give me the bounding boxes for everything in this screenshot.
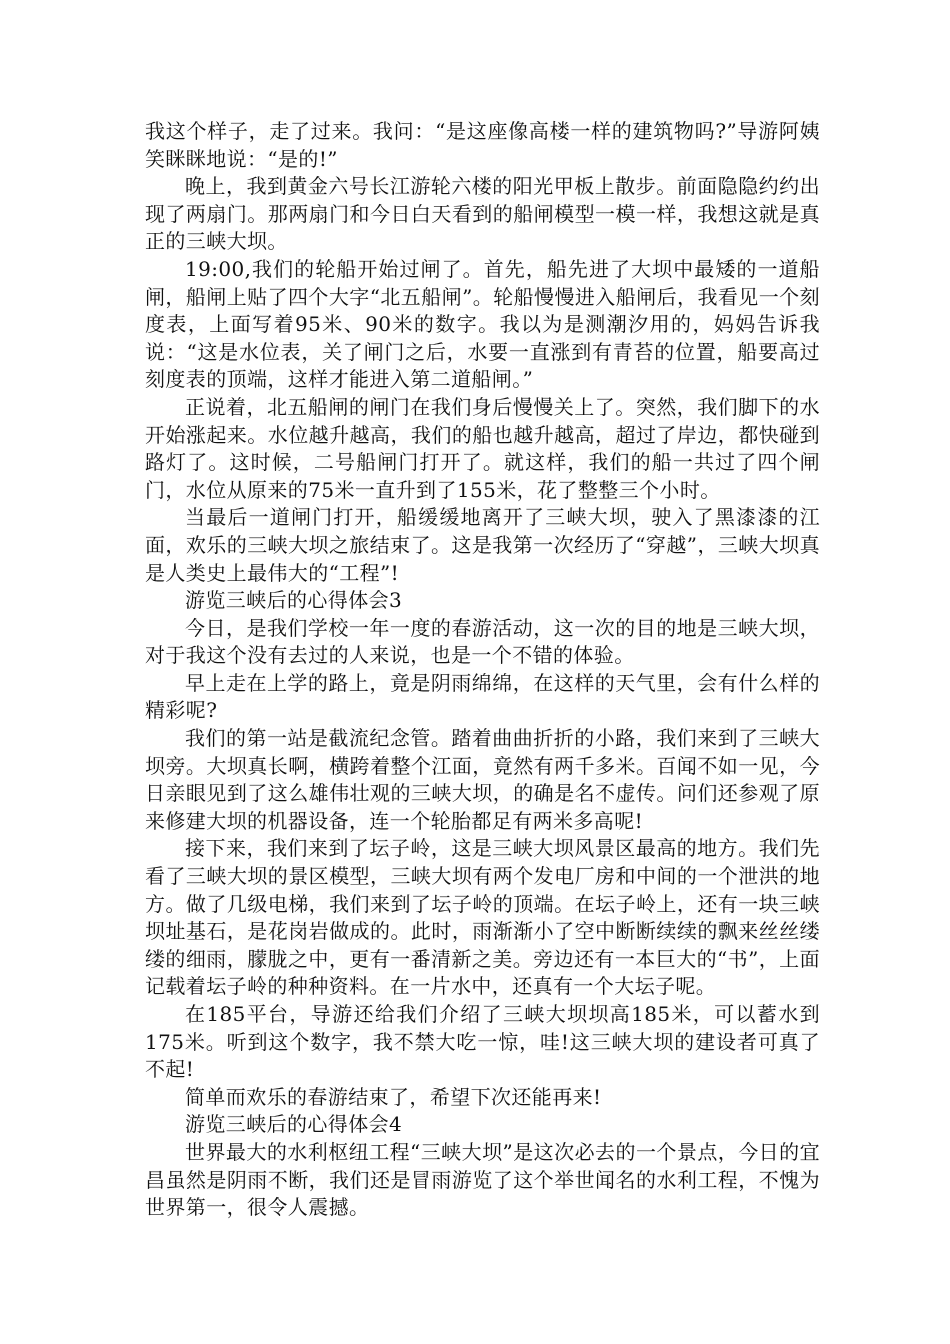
- paragraph-conclusion: 简单而欢乐的春游结束了，希望下次还能再来!: [185, 1084, 602, 1109]
- paragraph-world-largest: 世界最大的水利枢纽工程“三峡大坝”是这次必去的一个景点，今日的宜昌虽然是阴雨不断，我们还是冒雨游览了这个举世闻名的水利工程，不愧为世界第一，很令人震撼。: [145, 1139, 820, 1220]
- paragraph-spring-trip: 今日，是我们学校一年一度的春游活动，这一次的目的地是三峡大坝，对于我这个没有去过的人来说，也是一个不错的体验。: [145, 615, 820, 668]
- section-heading-4: 游览三峡后的心得体会4: [185, 1112, 403, 1137]
- section-heading-3: 游览三峡后的心得体会3: [185, 588, 403, 613]
- paragraph-first-stop: 我们的第一站是截流纪念管。踏着曲曲折折的小路，我们来到了三峡大坝旁。大坝真长啊，横跨着整个江面，竟然有两千多米。百闻不如一见，今日亲眼见到了这么雄伟壮观的三峡大坝，的确是名不虚传。问们还参观了原来修建大坝的机器设备，连一个轮胎都足有两米多高呢!: [145, 726, 820, 833]
- paragraph-evening-walk: 晚上，我到黄金六号长江游轮六楼的阳光甲板上散步。前面隐隐约约出现了两扇门。那两扇门和今日白天看到的船闸模型一模一样，我想这就是真正的三峡大坝。: [145, 174, 820, 254]
- paragraph-water-rising: 正说着，北五船闸的闸门在我们身后慢慢关上了。突然，我们脚下的水开始涨起来。水位越升越高，我们的船也越升越高，超过了岸边，都快碰到路灯了。这时候，二号船闸门打开了。就这样，我们的船一共过了四个闸门，水位从原来的75米一直升到了155米，花了整整三个小时。: [145, 394, 820, 502]
- paragraph-tanziling: 接下来，我们来到了坛子岭，这是三峡大坝风景区最高的地方。我们先看了三峡大坝的景区模型，三峡大坝有两个发电厂房和中间的一个泄洪的地方。做了几级电梯，我们来到了坛子岭的顶端。在坛子岭上，还有一块三峡坝址基石，是花岗岩做成的。此时，雨渐渐小了空中断断续续的飘来丝丝缕缕的细雨，朦胧之中，更有一番清新之美。旁边还有一本巨大的“书”，上面记载着坛子岭的种种资料。在一片水中，还真有一个大坛子呢。: [145, 836, 820, 999]
- paragraph-trip-end: 当最后一道闸门打开，船缓缓地离开了三峡大坝，驶入了黑漆漆的江面，欢乐的三峡大坝之旅结束了。这是我第一次经历了“穿越”，三峡大坝真是人类史上最伟大的“工程”!: [145, 505, 820, 585]
- paragraph-185-platform: 在185平台，导游还给我们介绍了三峡大坝坝高185米，可以蓄水到175米。听到这个数字，我不禁大吃一惊，哇!这三峡大坝的建设者可真了不起!: [145, 1002, 820, 1082]
- paragraph-continuation: 我这个样子，走了过来。我问：“是这座像高楼一样的建筑物吗?”导游阿姨笑眯眯地说：“是的!”: [145, 119, 820, 171]
- paragraph-rainy-morning: 早上走在上学的路上，竟是阴雨绵绵，在这样的天气里，会有什么样的精彩呢?: [145, 670, 820, 723]
- paragraph-lock-passage: 19:00,我们的轮船开始过闸了。首先，船先进了大坝中最矮的一道船闸，船闸上贴了四个大字“北五船闸”。轮船慢慢进入船闸后，我看见一个刻度表，上面写着95米、90米的数字。我以为是测潮汐用的，妈妈告诉我说：“这是水位表，关了闸门之后，水要一直涨到有青苔的位置，船要高过刻度表的顶端，这样才能进入第二道船闸。”: [145, 256, 820, 392]
- document-body: [145, 118, 820, 1222]
